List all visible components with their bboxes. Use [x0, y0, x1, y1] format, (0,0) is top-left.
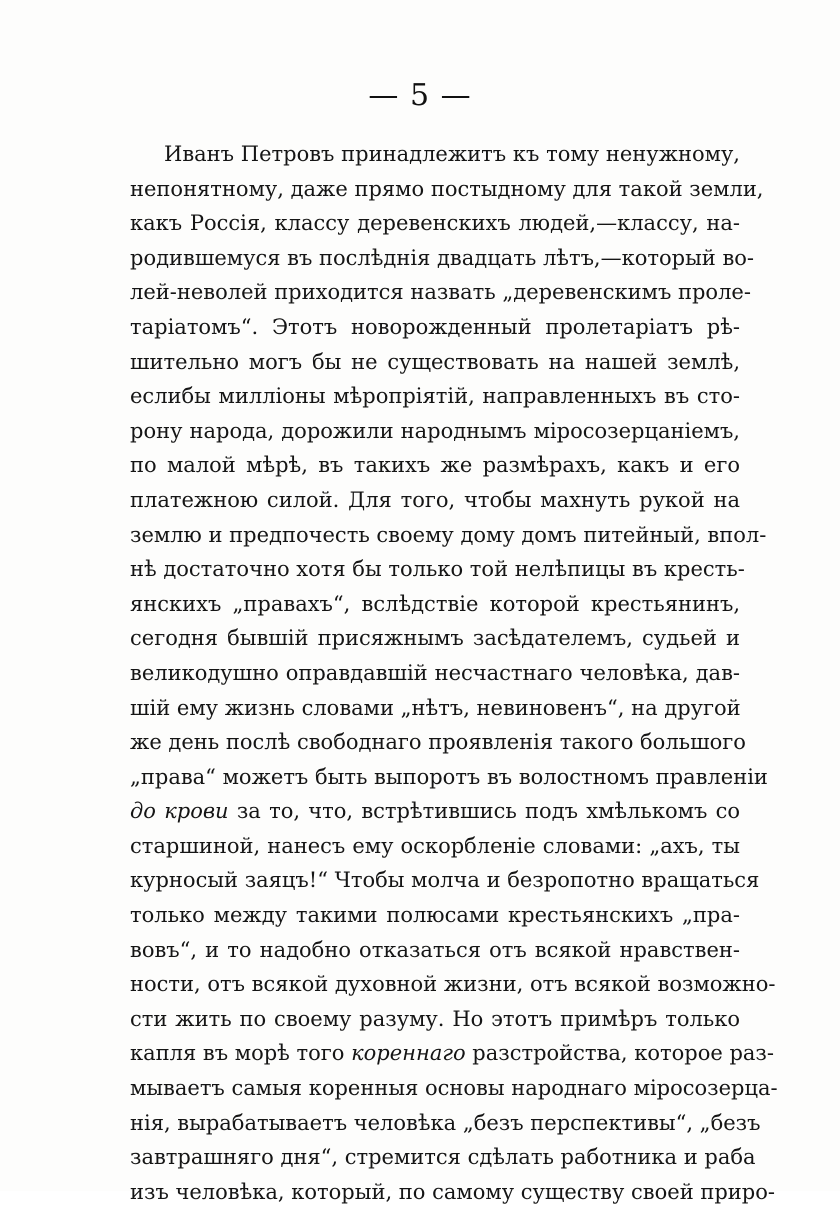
text-line: ности, отъ всякой духовной жизни, отъ всякой возможно- — [130, 972, 776, 997]
text-line: курносый заяцъ!“ Чтобы молча и безропотно вращаться — [130, 868, 760, 893]
text-line: по малой мѣрѣ, въ такихъ же размѣрахъ, какъ и его — [130, 453, 740, 478]
text-line: какъ Россія, классу деревенскихъ людей,—классу, на- — [130, 211, 740, 236]
text-line: нія, вырабатываетъ человѣка „безъ перспективы“, „безъ — [130, 1110, 761, 1135]
page-number: — 5 — — [368, 78, 472, 113]
text-line: нѣ достаточно хотя бы только той нелѣпицы въ кресть- — [130, 557, 745, 582]
text-line: платежною силой. Для того, чтобы махнуть рукой на — [130, 487, 740, 512]
text-line: Иванъ Петровъ принадлежитъ къ тому ненужному, — [164, 142, 740, 166]
text-line: родившемуся въ послѣднія двадцать лѣтъ,—который во- — [130, 245, 755, 270]
text-line: сегодня бывшій присяжнымъ засѣдателемъ, судьей и — [130, 626, 740, 651]
text-line: старшиной, нанесъ ему оскорбленіе словами: „ахъ, ты — [130, 833, 740, 858]
text-line: лей-неволей приходится назвать „деревенскимъ проле- — [130, 280, 751, 305]
text-line: только между такими полюсами крестьянскихъ „пра- — [130, 903, 740, 928]
text-line: великодушно оправдавшій несчастнаго человѣка, дав- — [130, 660, 740, 685]
text-line: шительно могъ бы не существовать на нашей землѣ, — [130, 349, 740, 374]
text-span: за то, что, встрѣтившись подъ хмѣлькомъ со — [228, 799, 740, 824]
text-line: непонятному, даже прямо постыдному для такой земли, — [130, 176, 764, 201]
text-line-with-italic — [130, 794, 740, 829]
italic-word: кореннаго — [351, 1041, 466, 1066]
text-line: мываетъ самыя коренныя основы народнаго міросозерца- — [130, 1076, 778, 1101]
text-line: „права“ можетъ быть выпоротъ въ волостномъ правленіи — [130, 764, 768, 789]
italic-phrase: до крови — [130, 799, 229, 824]
text-line: янскихъ „правахъ“, вслѣдствіе которой крестьянинъ, — [130, 591, 740, 616]
text-span: разстройства, которое раз- — [465, 1041, 774, 1066]
body-text — [130, 137, 778, 1209]
text-line: завтрашняго дня“, стремится сдѣлать работника и раба — [130, 1145, 756, 1170]
text-line: сти жить по своему разуму. Но этотъ примѣръ только — [130, 1006, 740, 1031]
text-span: капля въ морѣ того — [130, 1041, 352, 1066]
text-line: рону народа, дорожили народнымъ міросозерцаніемъ, — [130, 418, 740, 443]
text-line: таріатомъ“. Этотъ новорожденный пролетаріатъ рѣ- — [130, 314, 740, 339]
text-line: изъ человѣка, который, по самому существу своей приро- — [130, 1179, 775, 1204]
text-line: землю и предпочесть своему дому домъ питейный, впол- — [130, 522, 767, 547]
text-line-with-italic — [130, 1036, 774, 1071]
text-line: шій ему жизнь словами „нѣтъ, невиновенъ“, на другой — [130, 695, 741, 720]
text-line: же день послѣ свободнаго проявленія такого большого — [130, 730, 746, 755]
text-line: вовъ“, и то надобно отказаться отъ всякой нравствен- — [130, 937, 740, 962]
text-line: еслибы милліоны мѣропріятій, направленныхъ въ сто- — [130, 384, 740, 409]
